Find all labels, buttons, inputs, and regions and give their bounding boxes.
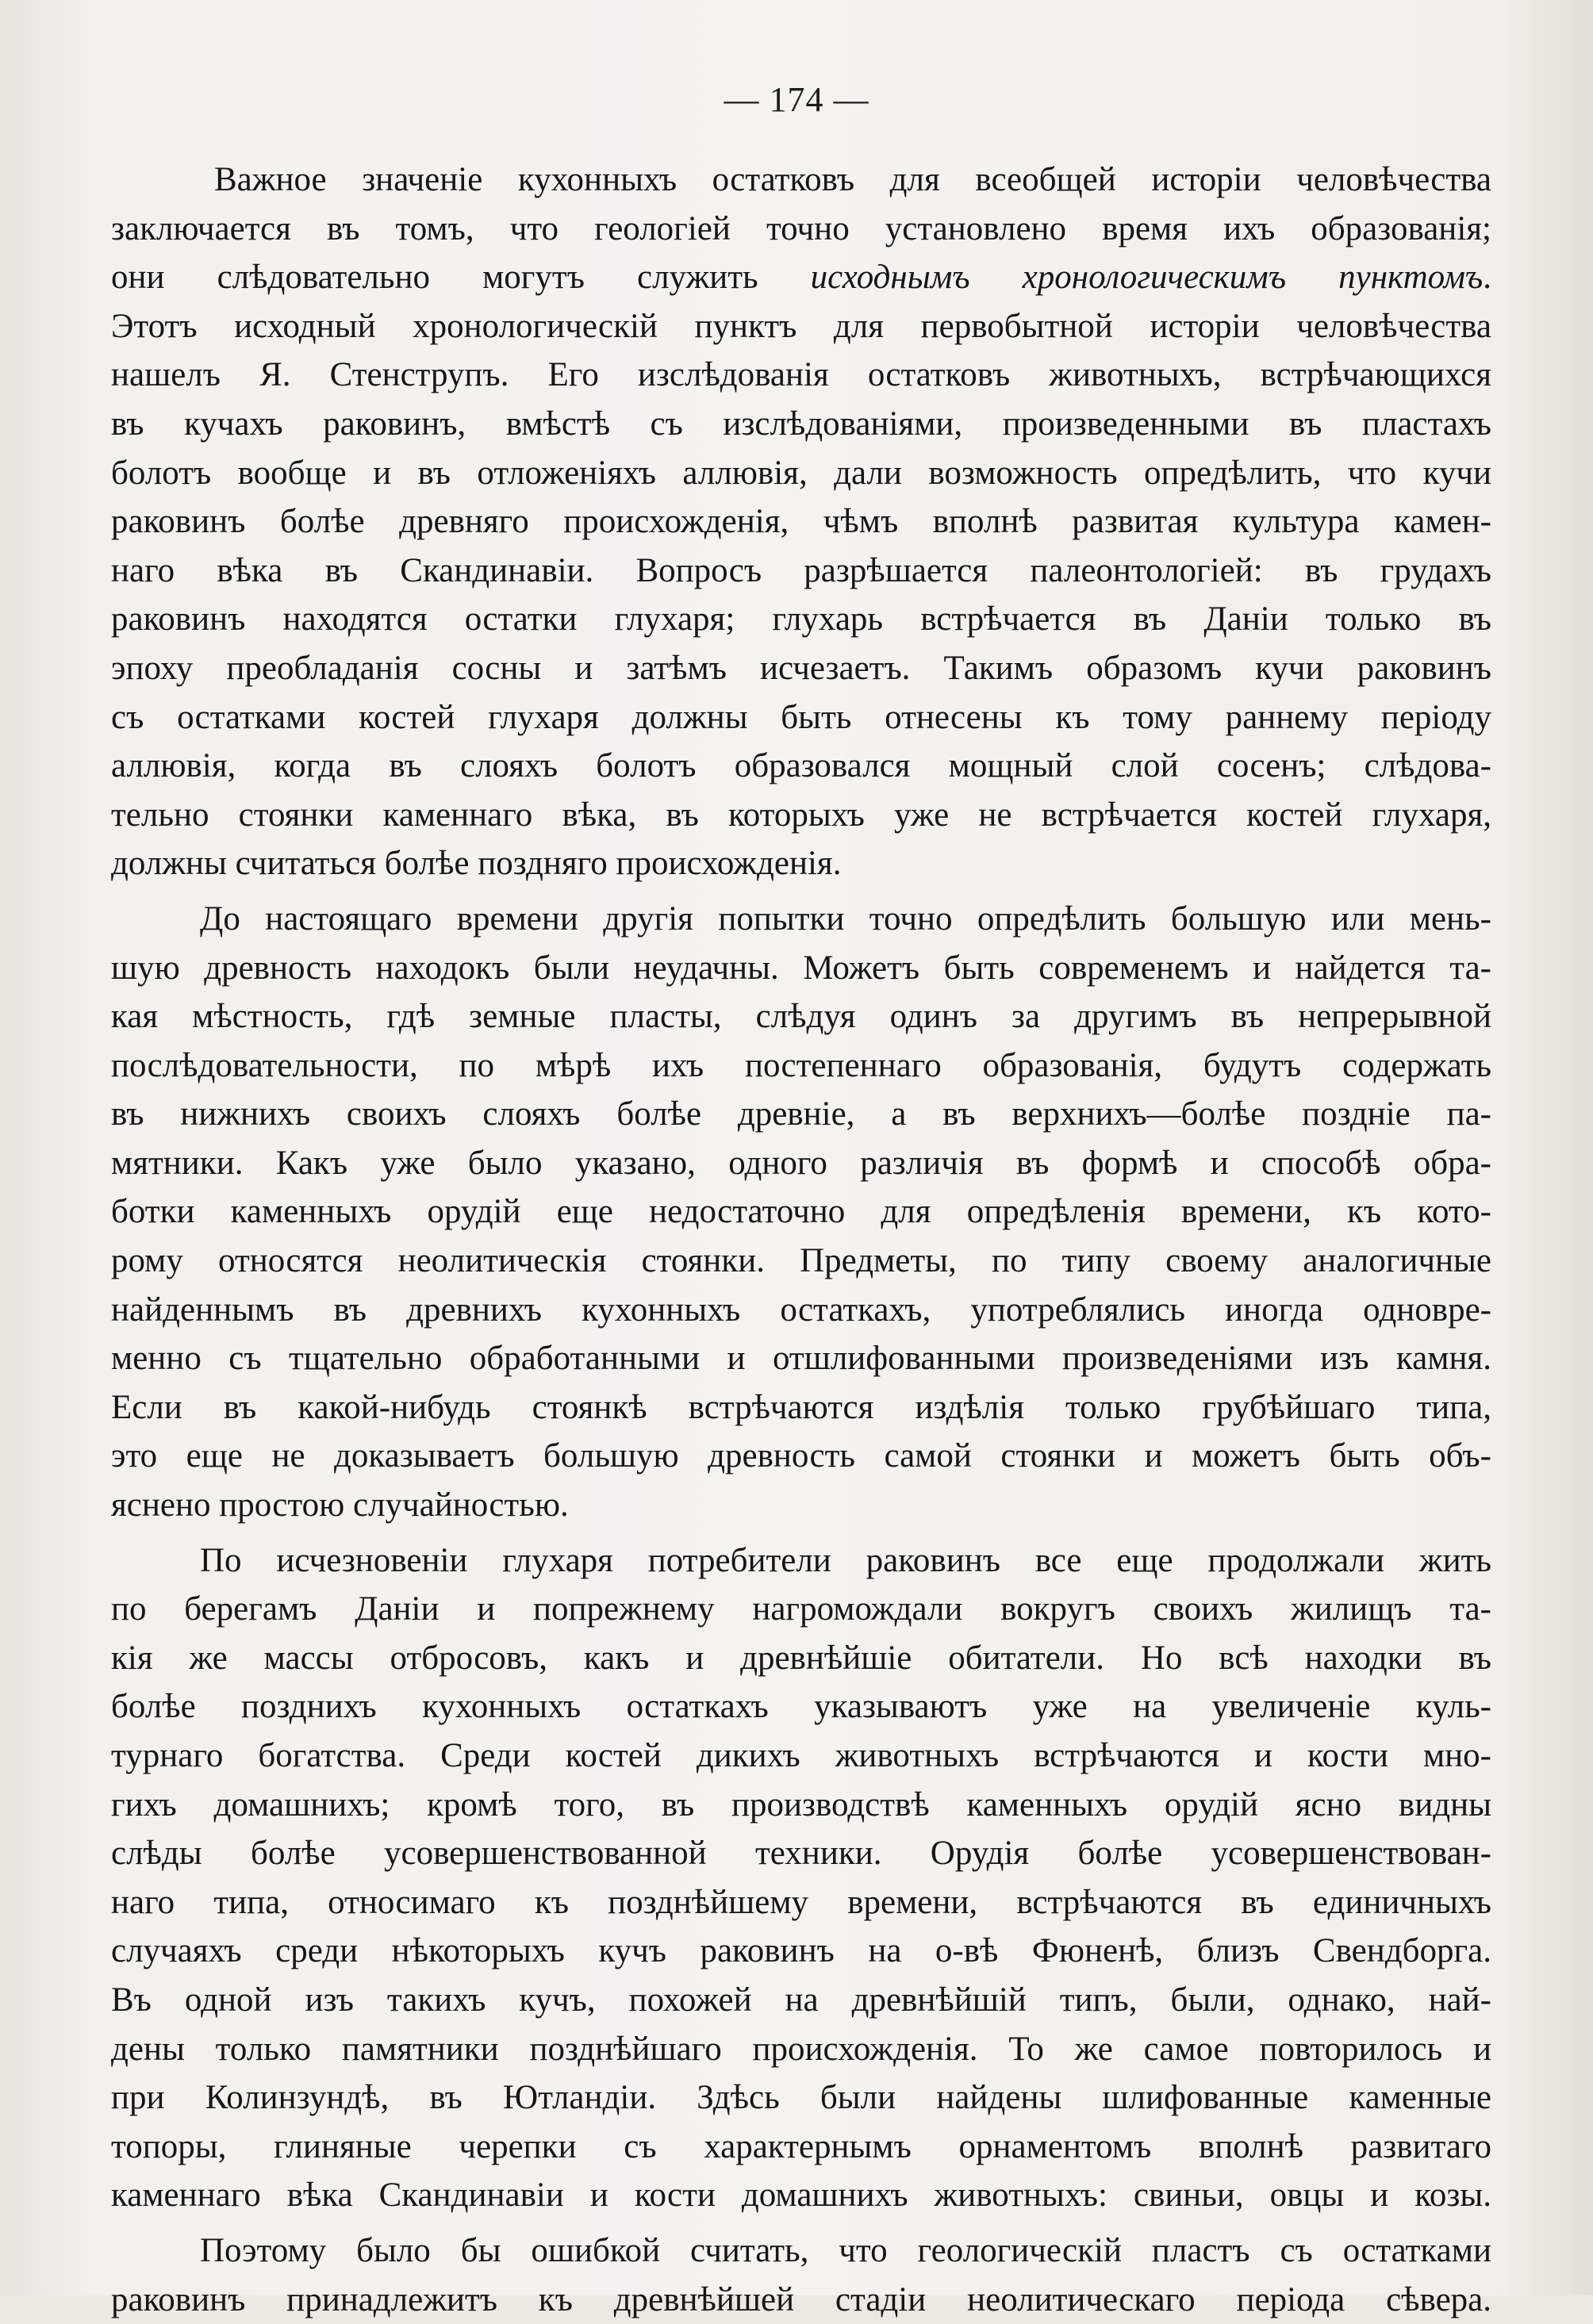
- text-line: наго типа, относимаго къ позднѣйшему времени, встрѣчаются въ единичныхъ: [111, 1883, 1491, 1921]
- text-line: заключается въ томъ, что геологіей точно установлено время ихъ образованія;: [111, 209, 1491, 247]
- text-line: болотъ вообще и въ отложеніяхъ аллювія, дали возможность опредѣлить, что кучи: [111, 454, 1491, 492]
- text-line: каменнаго вѣка Скандинавіи и кости домашнихъ животныхъ: свиньи, овцы и козы.: [111, 2176, 1491, 2215]
- text-line: съ остатками костей глухаря должны быть отнесены къ тому раннему періоду: [111, 698, 1491, 736]
- text-line: рому относятся неолитическія стоянки. Предметы, по типу своему аналогичные: [111, 1242, 1491, 1280]
- text-line: по берегамъ Даніи и попрежнему нагромождали вокругъ своихъ жилищъ та-: [111, 1590, 1491, 1628]
- paragraph-2: [111, 895, 1491, 1530]
- page-number: — 174 —: [724, 80, 869, 119]
- text-line: въ кучахъ раковинъ, вмѣстѣ съ изслѣдованіями, произведенными въ пластахъ: [111, 405, 1491, 443]
- text-line: Поэтому было бы ошибкой считать, что геологическій пластъ съ остатками: [200, 2231, 1491, 2269]
- text-line: должны считаться болѣе поздняго происхожденія.: [111, 845, 842, 883]
- text-line: яснено простою случайностью.: [111, 1486, 569, 1524]
- text-line: ботки каменныхъ орудій еще недостаточно для опредѣленія времени, къ кото-: [111, 1193, 1491, 1231]
- text-line: кія же массы отбросовъ, какъ и древнѣйшіе обитатели. Но всѣ находки въ: [111, 1639, 1491, 1677]
- text-line: шую древность находокъ были неудачны. Можетъ быть современемъ и найдется та-: [111, 949, 1491, 987]
- text-line: наго вѣка въ Скандинавіи. Вопросъ разрѣшается палеонтологіей: въ грудахъ: [111, 551, 1491, 589]
- body-text: [111, 155, 1491, 2324]
- text-line: это еще не доказываетъ большую древность самой стоянки и можетъ быть объ-: [111, 1437, 1491, 1475]
- text-line: въ нижнихъ своихъ слояхъ болѣе древніе, а въ верхнихъ—болѣе поздніе па-: [111, 1095, 1491, 1133]
- paragraph-1: [111, 155, 1491, 888]
- text-line: мятники. Какъ уже было указано, одного различія въ формѣ и способѣ обра-: [111, 1144, 1491, 1182]
- text-line: До настоящаго времени другія попытки точно опредѣлить большую или мень-: [200, 899, 1491, 938]
- text-line: Этотъ исходный хронологическій пунктъ для первобытной исторіи человѣчества: [111, 307, 1491, 345]
- text-line: раковинъ принадлежитъ къ древнѣйшей стадіи неолитическаго періода сѣвера.: [111, 2280, 1491, 2318]
- text-line: дены только памятники позднѣйшаго происхожденія. То же самое повторилось и: [111, 2030, 1491, 2068]
- text-line: они слѣдовательно могутъ служить исходнымъ хронологическимъ пунктомъ.: [111, 259, 1491, 297]
- text-line: раковинъ находятся остатки глухаря; глухарь встрѣчается въ Даніи только въ: [111, 600, 1491, 639]
- text-line: раковинъ болѣе древняго происхожденія, чѣмъ вполнѣ развитая культура камен-: [111, 503, 1491, 541]
- text-line: топоры, глиняные черепки съ характернымъ орнаментомъ вполнѣ развитаго: [111, 2127, 1491, 2165]
- text-line: нашелъ Я. Стенструпъ. Его изслѣдованія остатковъ животныхъ, встрѣчающихся: [111, 356, 1491, 394]
- paragraph-3: [111, 1536, 1491, 2220]
- text-line: Если въ какой-нибудь стоянкѣ встрѣчаются издѣлія только грубѣйшаго типа,: [111, 1388, 1491, 1426]
- text-line: эпоху преобладанія сосны и затѣмъ исчезаетъ. Такимъ образомъ кучи раковинъ: [111, 649, 1491, 687]
- text-line: турнаго богатства. Среди костей дикихъ животныхъ встрѣчаются и кости мно-: [111, 1737, 1491, 1774]
- text-line: По исчезновеніи глухаря потребители раковинъ все еще продолжали жить: [200, 1541, 1491, 1579]
- text-line: аллювія, когда въ слояхъ болотъ образовался мощный слой сосенъ; слѣдова-: [111, 747, 1491, 785]
- text-line: найденнымъ въ древнихъ кухонныхъ остаткахъ, употреблялись иногда одновре-: [111, 1290, 1491, 1329]
- text-line: менно съ тщательно обработанными и отшлифованными произведеніями изъ камня.: [111, 1340, 1491, 1378]
- text-line: Въ одной изъ такихъ кучъ, похожей на древнѣйшій типъ, были, однако, най-: [111, 1981, 1491, 2019]
- text-line: случаяхъ среди нѣкоторыхъ кучъ раковинъ на о-вѣ Фюненѣ, близъ Свендборга.: [111, 1932, 1491, 1970]
- text-line: послѣдовательности, по мѣрѣ ихъ постепеннаго образованія, будутъ содержать: [111, 1046, 1491, 1084]
- text-line: болѣе позднихъ кухонныхъ остаткахъ указываютъ уже на увеличеніе куль-: [111, 1688, 1491, 1726]
- paragraph-4: [111, 2226, 1491, 2324]
- text-line: кая мѣстность, гдѣ земные пласты, слѣдуя одинъ за другимъ въ непрерывной: [111, 998, 1491, 1036]
- text-line: гихъ домашнихъ; кромѣ того, въ производствѣ каменныхъ орудій ясно видны: [111, 1785, 1491, 1824]
- text-line: тельно стоянки каменнаго вѣка, въ которыхъ уже не встрѣчается костей глухаря,: [111, 796, 1491, 834]
- text-line: слѣды болѣе усовершенствованной техники. Орудія болѣе усовершенствован-: [111, 1835, 1491, 1873]
- text-line: при Колинзундѣ, въ Ютландіи. Здѣсь были найдены шлифованные каменные: [111, 2079, 1491, 2117]
- text-line: Важное значеніе кухонныхъ остатковъ для всеобщей исторіи человѣчества: [214, 161, 1491, 198]
